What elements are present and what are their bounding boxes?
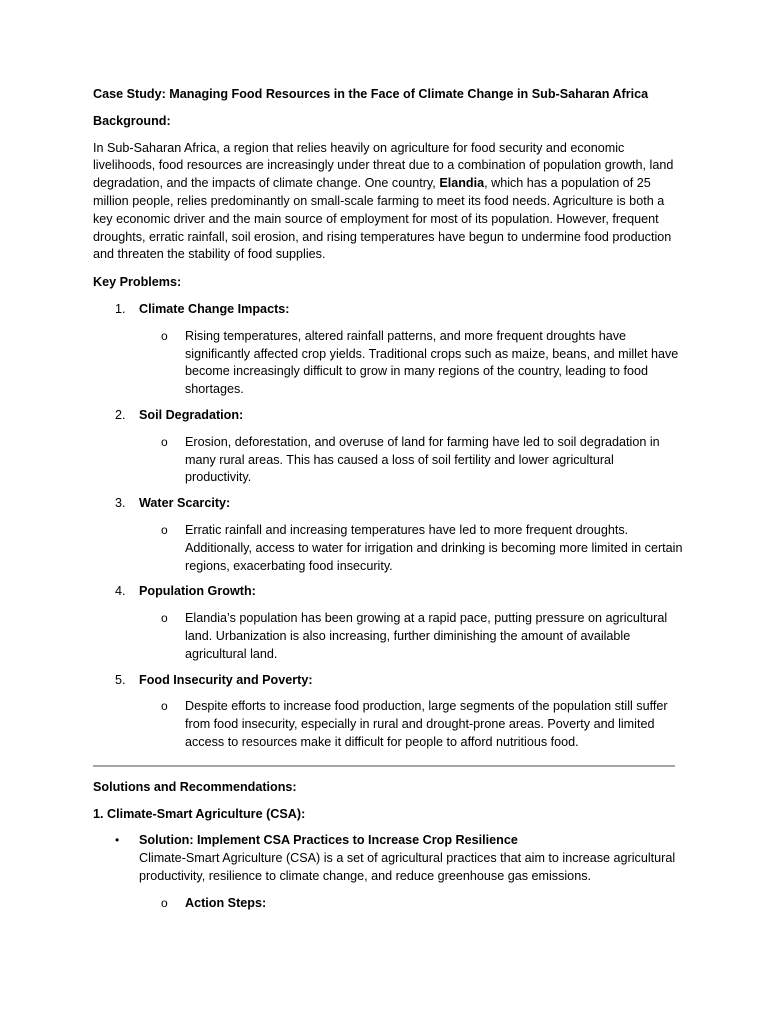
problem-title: Climate Change Impacts: bbox=[139, 301, 290, 316]
problem-detail bbox=[139, 328, 683, 399]
problem-number: 1. bbox=[115, 301, 126, 316]
background-paragraph bbox=[93, 140, 683, 265]
problem-detail bbox=[139, 434, 683, 487]
key-problems-heading: Key Problems: bbox=[93, 275, 182, 290]
document-title: Case Study: Managing Food Resources in the Face of Climate Change in Sub-Saharan Africa bbox=[93, 87, 649, 101]
problem-number: 3. bbox=[115, 496, 126, 511]
background-text-start: In Sub-Saharan Africa, a region that relies heavily on agriculture for food security and economic livelihoods, food resources are increasingly under threat due to a combination of population growth, land degradation, and the impacts of climate change. One country, bbox=[93, 140, 674, 191]
background-heading: Background: bbox=[93, 113, 171, 128]
problem-title: Water Scarcity: bbox=[139, 496, 231, 511]
problem-item bbox=[93, 583, 683, 663]
problem-number: 5. bbox=[115, 672, 126, 687]
problem-detail bbox=[139, 610, 683, 663]
problem-title: Soil Degradation: bbox=[139, 407, 244, 422]
solution-title: Solution: Implement CSA Practices to Increase Crop Resilience bbox=[139, 833, 518, 848]
solid-bullet-icon: • bbox=[115, 833, 120, 848]
problem-title: Population Growth: bbox=[139, 584, 256, 599]
solution-text: Climate-Smart Agriculture (CSA) is a set of agricultural practices that aim to increase agricultural productivity, resilience to climate change, and reduce greenhouse gas emissions. bbox=[139, 851, 676, 883]
problem-text: Despite efforts to increase food production, large segments of the population still suffer from food insecurity, especially in rural and drought-prone areas. Poverty and limited access to resources make it difficult for people to afford nutritious food. bbox=[185, 699, 668, 749]
problem-detail bbox=[139, 698, 683, 751]
section-divider bbox=[93, 765, 675, 767]
problem-text: Rising temperatures, altered rainfall patterns, and more frequent droughts have significantly affected crop yields. Traditional crops such as maize, beans, and millet have become increasingly difficult to grow in many regions of the country, leading to food shortages. bbox=[185, 328, 679, 397]
country-name: Elandia bbox=[439, 176, 485, 191]
hollow-bullet-icon: o bbox=[161, 611, 168, 626]
key-problems-list bbox=[93, 301, 683, 752]
problem-item bbox=[93, 495, 683, 575]
hollow-bullet-icon: o bbox=[161, 434, 168, 449]
solutions-heading: Solutions and Recommendations: bbox=[93, 779, 297, 794]
problem-item bbox=[93, 672, 683, 752]
hollow-bullet-icon: o bbox=[161, 522, 168, 537]
problem-title: Food Insecurity and Poverty: bbox=[139, 672, 313, 687]
background-text-end: , which has a population of 25 million people, relies predominantly on small-scale farming to meet its food needs. Agriculture is both a key economic driver and the main source of employment for most of its population. However, frequent droughts, erratic rainfall, soil erosion, and rising temperatures have begun to undermine food production and threaten the stability of food supplies. bbox=[93, 176, 672, 262]
problem-item bbox=[93, 301, 683, 399]
solution-item bbox=[93, 832, 683, 885]
hollow-bullet-icon: o bbox=[161, 328, 168, 343]
hollow-bullet-icon: o bbox=[161, 895, 168, 910]
action-steps-item bbox=[93, 895, 683, 913]
document-body bbox=[93, 86, 683, 912]
hollow-bullet-icon: o bbox=[161, 699, 168, 714]
problem-detail bbox=[139, 522, 683, 575]
problem-number: 4. bbox=[115, 584, 126, 599]
problem-text: Erosion, deforestation, and overuse of land for farming have led to soil degradation in many rural areas. This has caused a loss of soil fertility and lower agricultural productivity. bbox=[185, 434, 660, 485]
problem-item bbox=[93, 407, 683, 487]
csa-heading: 1. Climate-Smart Agriculture (CSA): bbox=[93, 806, 306, 821]
problem-number: 2. bbox=[115, 407, 126, 422]
action-steps-label: Action Steps: bbox=[185, 895, 267, 910]
problem-text: Elandia’s population has been growing at a rapid pace, putting pressure on agricultural land. Urbanization is also increasing, further diminishing the amount of available agricultural land. bbox=[185, 611, 668, 661]
problem-text: Erratic rainfall and increasing temperatures have led to more frequent droughts. Additionally, access to water for irrigation and drinking is becoming more limited in certain regions, exacerbating food insecurity. bbox=[185, 522, 683, 573]
